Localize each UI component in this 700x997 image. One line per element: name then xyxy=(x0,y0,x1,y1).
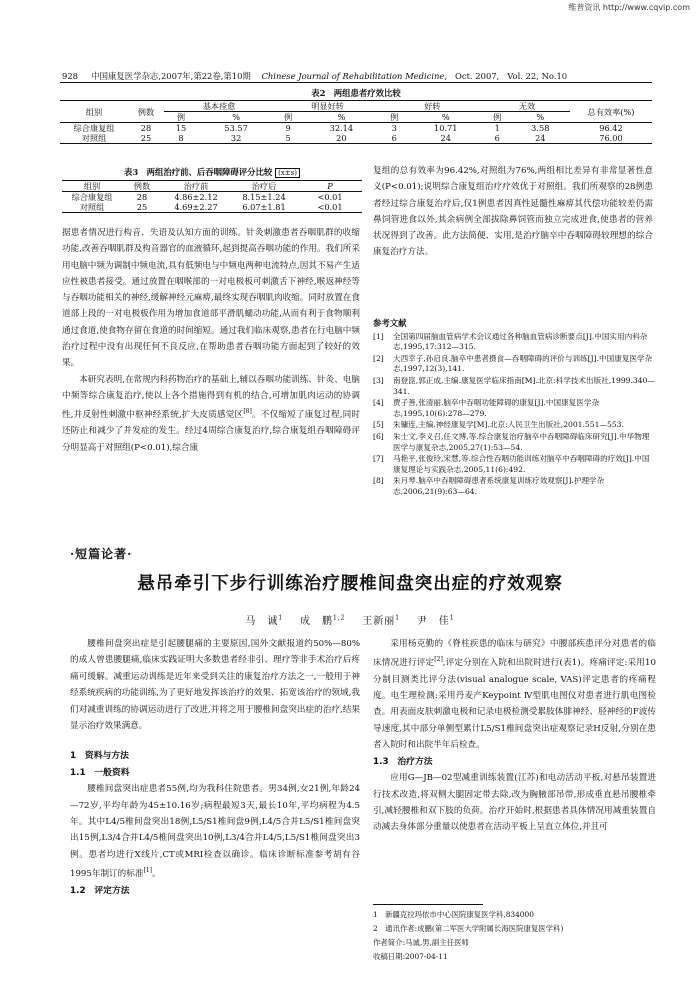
article2-left-column xyxy=(70,636,360,899)
table2-cell: 6 xyxy=(484,133,511,144)
table3-header-cell: 组别 xyxy=(62,181,122,192)
page-number: 928 xyxy=(62,71,78,81)
body-paragraph: 采用杨克勤的《脊柱疾患的临床与研究》中腰部疾患评分对患者的临床情况进行评定[2],评定分别在入院和出院时进行(表1)。疼痛评定:采用10分制目测类比评分法(visual analogue scale, VAS)评定患者的疼痛程度。电生理检测:采用丹麦产Keypoint Ⅳ型肌电图仪对患者进行肌电图检查。用表面皮肤刺激电极和记录电极检测受累肢体腓神经、胫神经的F波传导速度,其中部分单侧型累计L5/S1椎间盘突出症观察记录H反射,分别在患者入院时和出院半年后检查。 xyxy=(373,639,656,751)
table-row xyxy=(60,123,652,134)
table2-cell: 32 xyxy=(198,133,274,144)
body-paragraph: 复组的总有效率为96.42%,对照组为76%,两组相比差异有非常显著性意义(P<0.01);说明综合康复组治疗疗效优于对照组。我们所观察的28例患者经过综合康复治疗后,仅1例患者因真性延髓性麻痹其代偿功能较差仍需鼻饲管进食以外,其余病例全部拔除鼻饲管而独立完成进食,使患者的营养状况得到了改善。此方法简便、实用,是治疗脑卒中吞咽障碍较理想的综合康复治疗方法。 xyxy=(373,166,653,258)
table2-cell: 3 xyxy=(391,123,397,133)
table3-header-cell: P xyxy=(298,181,362,192)
table2-cell: 20 xyxy=(302,133,381,144)
table2-cell: 76.00 xyxy=(570,133,652,144)
table2-header-cell: 例数 xyxy=(128,101,164,123)
table2-cell: 对照组 xyxy=(60,133,128,144)
table2 xyxy=(60,100,652,144)
right-column-body xyxy=(373,163,653,261)
citation: [8] xyxy=(243,408,252,416)
header-rule xyxy=(60,82,652,83)
footnote: 2 通讯作者:成鹏(第二军医大学附属长海医院康复医学科) xyxy=(373,924,564,933)
footnote: 作者简介:马诚,男,副主任医师 xyxy=(373,938,469,947)
body-text: 。不仅缩短了康复过程,同时还防止和减少了并发症的发生。经过4周综合康复治疗,综合康复组吞咽障碍评分明显高于对照组(P<0.01),综合康 xyxy=(62,410,361,453)
reference-item: [3] 南登崑,郭正成,主编.康复医学临床指南[M].北京:科学技术出版社,1999.340—341. xyxy=(373,375,655,396)
intro-paragraph: 腰椎间盘突出症是引起腰腿痛的主要原因,国外文献报道约50%—80%的成人曾患腰腿痛,临床实践证明大多数患者经非引、理疗等非手术治疗后疼痛可缓解。减重运动训练是近年来受到关注的康复治疗方法之一,一般用于神经系统疾病的功能训练,为了更好地发挥该治疗的效果、拓宽该治疗的领域,我们对减重训练的协调运动进行了改进,并将之用于腰椎间盘突出症的治疗,结果显示治疗效果满意。 xyxy=(70,639,360,732)
author-name: 王新丽 xyxy=(362,616,396,627)
table2-sub-cell: 例 xyxy=(484,112,511,123)
subsection-heading: 1.2 评定方法 xyxy=(70,885,130,896)
table3-header-cell: 治疗前 xyxy=(162,181,230,192)
table2-header-cell: 总有效率(%) xyxy=(570,101,652,123)
table2-caption: 表2 两组患者疗效比较 xyxy=(311,88,401,98)
table-row xyxy=(62,192,362,203)
body-paragraph: 据患者情况进行构音、失语及认知方面的训练。针灸刺激患者吞咽肌群的收缩功能,改善吞咽肌群及构音器官的血液循环,起到提高吞咽功能的作用。我们所采用电脑中频为调制中频电流,具有低频电与中频电两种电流特点,因其不易产生适应性被患者接受。通过放置在咽喉部的一对电极板可刺激舌下神经,喉返神经等与吞咽功能相关的神经,缓解神经元麻痹,最终实现吞咽肌肉收缩。同时放置在食道部上段的一对电极板作用为增加食道部平滑肌蠕动功能,从而有利于食物顺利通过食道,使食物存留在食道的时间缩短。通过我们临床观察,患者在行电脑中频治疗过程中没有出现任何不良反应,在帮助患者吞咽功能方面起到了较好的效果。 xyxy=(62,228,360,369)
table2-cell: 32.14 xyxy=(329,123,354,133)
table3-cell: 4.69±2.27 xyxy=(162,202,230,213)
running-head xyxy=(62,70,567,82)
table2-cell: 24 xyxy=(511,133,570,144)
table2-cell: 10.71 xyxy=(434,123,458,133)
table2-header-cell: 明显好转 xyxy=(274,101,381,112)
table2-cell: 24 xyxy=(408,133,484,144)
journal-cn: 中国康复医学杂志,2007年,第22卷,第10期 xyxy=(91,71,251,81)
table3-header-cell: 治疗后 xyxy=(230,181,298,192)
section-heading: 1 资料与方法 xyxy=(70,751,129,762)
reference-item: [4] 贾子善,张清丽.脑卒中吞咽功能障碍的康复[J].中国康复医学杂志,1995,10(6):278—279. xyxy=(373,398,600,418)
footnote: 收稿日期:2007-04-11 xyxy=(373,952,448,961)
issue-date: Oct. 2007, xyxy=(455,71,500,81)
table2-header-cell: 无效 xyxy=(484,101,570,112)
table2-sub-cell: % xyxy=(302,112,381,123)
reference-item: [8] 朱月琴.脑卒中吞咽障碍患者系统康复训练疗效观察[J].护理学杂志,2006,21(9):63—64. xyxy=(373,476,605,496)
column-tag: ·短篇论著· xyxy=(70,547,133,561)
table2-sub-cell: % xyxy=(408,112,484,123)
body-paragraph: 腰椎间盘突出症患者55例,均为我科住院患者。男34例,女21例,年龄24—72岁,平均年龄为45±10.16岁;病程最短3天,最长10年,平均病程为4.5年。其中L4/5椎间盘突出18例,L5/S1椎间盘9例,L4/5合并L5/S1椎间盘突出15例,L3/4合并L4/5椎间盘突出10例,L3/4合并L4/5,L5/S1椎间盘突出3例。患者均进行X线片,CT或MRI检查以确诊。临床诊断标准参考胡有谷1995年制订的标准[1]。 xyxy=(70,784,360,880)
author-list: 马 诚$^1$ 成 鹏$^{1,2}$ 王新丽$^1$ 尹 佳$^1$ xyxy=(245,614,455,627)
table2-header-top xyxy=(60,101,652,112)
table2-cell: 15 xyxy=(175,123,187,133)
table3-cell: 28 xyxy=(136,192,148,202)
table3-caption xyxy=(62,166,362,178)
table2-header-cell: 组别 xyxy=(60,101,128,123)
watermark-text: 维普资讯 http://www.cqvip.com xyxy=(568,3,690,12)
article2-right-column xyxy=(373,636,656,836)
table2-header-cell: 好转 xyxy=(381,101,484,112)
table3-header-cell: 例数 xyxy=(122,181,162,192)
reference-item: [5] 朱镛连,主编.神经康复学[M].北京:人民卫生出版社,2001.551—553. xyxy=(373,420,624,430)
table3-cell: 4.86±2.12 xyxy=(174,192,218,202)
table2-cell: 1 xyxy=(494,123,500,133)
table3 xyxy=(62,180,362,213)
citation: [1] xyxy=(143,867,152,875)
table3-cell: 综合康复组 xyxy=(71,192,113,202)
table2-sub-cell: 例 xyxy=(164,112,198,123)
author-name: 马 诚 xyxy=(245,616,279,627)
subsection-heading: 1.3 治疗方法 xyxy=(373,756,433,767)
table2-cell: 5 xyxy=(274,133,302,144)
table-row xyxy=(60,133,652,144)
reference-item: [1] 全国第四届脑血管病学术会议通过各种脑血管病诊断要点[J].中国实用内科杂志,1995,17:312—315. xyxy=(373,331,648,352)
table3-cell: 25 xyxy=(122,202,162,213)
footnotes xyxy=(373,908,656,964)
table3-cell: <0.01 xyxy=(317,192,343,202)
reference-item: [6] 朱士文,李义召,任文博,等.综合康复治疗脑卒中吞咽障碍临床研究[J].中华物理医学与康复杂志,2005,27(1):53—54. xyxy=(373,431,650,452)
reference-item: [7] 马艳平,张俊玲,宋慧,等.综合性吞咽功能训练对脑卒中吞咽障碍的疗效[J].中国康复理论与实践杂志,2005,11(6):492. xyxy=(373,454,650,474)
reference-item: [2] 大西幸子,孙启良.脑卒中患者摄食—吞咽障碍的评价与训练[J].中国康复医学杂志,1997,12(3),141. xyxy=(373,353,653,374)
author-name: 尹 佳 xyxy=(416,616,450,627)
body-paragraph: 应用G—JB—02型减重训练装置(江苏)和电动活动平板,对悬吊装置进行技术改造,将双侧大腿固定带去除,改为胸腋部吊带,形成垂直悬吊腰椎牵引,减轻腰椎和双下肢的负荷。治疗开始时,根据患者具体情况用减重装置自动减去身体部分重量以使患者在活动平板上呈直立体位,并且可 xyxy=(373,773,656,833)
table-row xyxy=(62,202,362,213)
table2-cell: 28 xyxy=(140,123,152,133)
references-heading: 参考文献 xyxy=(373,318,407,328)
table2-cell: 9 xyxy=(285,123,291,133)
table2-cell: 96.42 xyxy=(599,123,623,133)
footnote-rule xyxy=(373,904,483,905)
volume: Vol. 22, No.10 xyxy=(507,71,568,81)
table3-cell: <0.01 xyxy=(298,202,362,213)
body-text: 本研究表明,在常规内科药物治疗的基础上,辅以吞咽功能训练、针灸、电脑中频等综合康复治疗,使以上各个措施得到有机的结合,可增加肌肉运动的协调性,并反射性刺激中枢神经系统,扩大皮质感觉区 xyxy=(62,374,360,421)
table3-caption-text: 表3 两组治疗前、后吞咽障碍评分比较 xyxy=(124,167,273,177)
table2-header-cell: 基本痊愈 xyxy=(164,101,274,112)
table2-sub-cell: 例 xyxy=(274,112,302,123)
table3-cell: 6.07±1.81 xyxy=(230,202,298,213)
table3-caption-unit: (x±s) xyxy=(275,168,300,178)
table2-cell: 25 xyxy=(128,133,164,144)
left-column-body xyxy=(62,225,360,456)
table2-cell: 6 xyxy=(381,133,408,144)
table2-cell: 3.58 xyxy=(531,123,550,133)
table2-sub-cell: % xyxy=(511,112,570,123)
table2-sub-cell: 例 xyxy=(381,112,408,123)
table2-cell: 53.57 xyxy=(224,123,248,133)
article-title: 悬吊牵引下步行训练治疗腰椎间盘突出症的疗效观察 xyxy=(137,574,563,594)
references xyxy=(373,318,655,499)
table3-cell: 8.15±1.24 xyxy=(242,192,286,202)
table3-header xyxy=(62,181,362,192)
journal-en: Chinese Journal of Rehabilitation Medicine, xyxy=(261,71,448,81)
table2-cell: 综合康复组 xyxy=(73,123,115,133)
author-name: 成 鹏 xyxy=(299,616,333,627)
table2-sub-cell: % xyxy=(198,112,274,123)
footnote: 1 新疆克拉玛依市中心医院康复医学科,834000 xyxy=(373,910,534,919)
citation: [2] xyxy=(434,656,443,664)
subsection-heading: 1.1 一般资料 xyxy=(70,767,130,778)
table2-cell: 8 xyxy=(164,133,198,144)
body-paragraph xyxy=(62,372,360,456)
table3-cell: 对照组 xyxy=(62,202,122,213)
